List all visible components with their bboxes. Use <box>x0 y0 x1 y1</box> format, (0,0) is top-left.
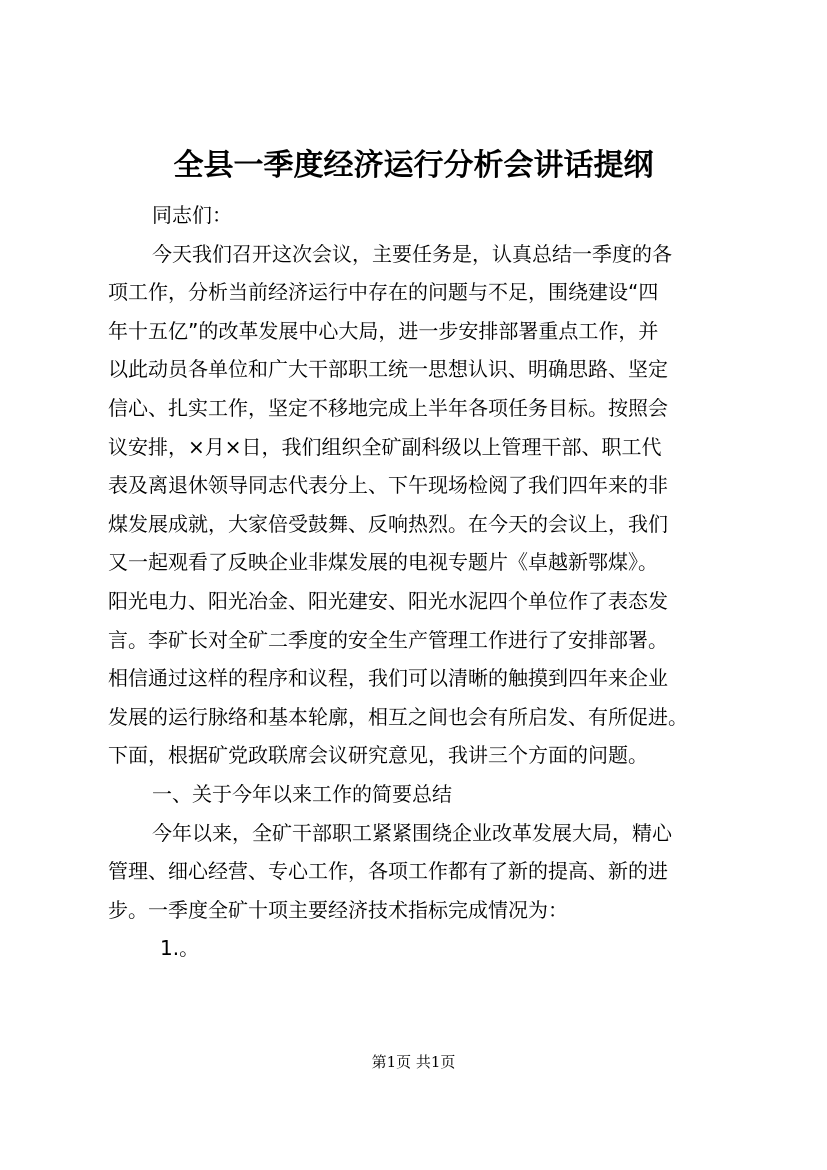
paragraph-line: 项工作，分析当前经济运行中存在的问题与不足，围绕建设“四 <box>108 280 659 305</box>
document-body <box>108 196 748 968</box>
paragraph-line: 议安排，×月×日，我们组织全矿副科级以上管理干部、职工代 <box>108 434 662 459</box>
paragraph-line: 表及离退休领导同志代表分上、下午现场检阅了我们四年来的非 <box>108 473 668 498</box>
paragraph-line: 步。一季度全矿十项主要经济技术指标完成情况为： <box>108 897 568 922</box>
paragraph-line: 今天我们召开这次会议，主要任务是，认真总结一季度的各 <box>152 241 672 266</box>
list-item: 1.。 <box>160 936 200 961</box>
salutation-line: 同志们： <box>152 203 232 227</box>
paragraph-line: 阳光电力、阳光冶金、阳光建安、阳光水泥四个单位作了表态发 <box>108 588 668 613</box>
section-heading: 一、关于今年以来工作的简要总结 <box>152 781 452 806</box>
paragraph-line: 发展的运行脉络和基本轮廓，相互之间也会有所启发、有所促进。 <box>108 704 688 729</box>
paragraph-line: 年十五亿”的改革发展中心大局，进一步安排部署重点工作，并 <box>108 318 659 343</box>
paragraph-line: 下面，根据矿党政联席会议研究意见，我讲三个方面的问题。 <box>108 743 648 768</box>
paragraph-line: 管理、细心经营、专心工作，各项工作都有了新的提高、新的进 <box>108 859 668 884</box>
paragraph-line: 相信通过这样的程序和议程，我们可以清晰的触摸到四年来企业 <box>108 666 668 691</box>
paragraph-line: 今年以来，全矿干部职工紧紧围绕企业改革发展大局，精心 <box>152 820 672 845</box>
paragraph-line: 煤发展成就，大家倍受鼓舞、反响热烈。在今天的会议上，我们 <box>108 511 668 536</box>
document-title: 全县一季度经济运行分析会讲话提纲 <box>173 148 654 183</box>
page-footer: 第1页 共1页 <box>371 1053 456 1071</box>
paragraph-line: 信心、扎实工作，坚定不移地完成上半年各项任务目标。按照会 <box>108 395 668 420</box>
paragraph-line: 又一起观看了反映企业非煤发展的电视专题片《卓越新鄂煤》。 <box>108 550 658 575</box>
paragraph-line: 以此动员各单位和广大干部职工统一思想认识、明确思路、坚定 <box>108 357 668 382</box>
paragraph-line: 言。李矿长对全矿二季度的安全生产管理工作进行了安排部署。 <box>108 627 668 652</box>
